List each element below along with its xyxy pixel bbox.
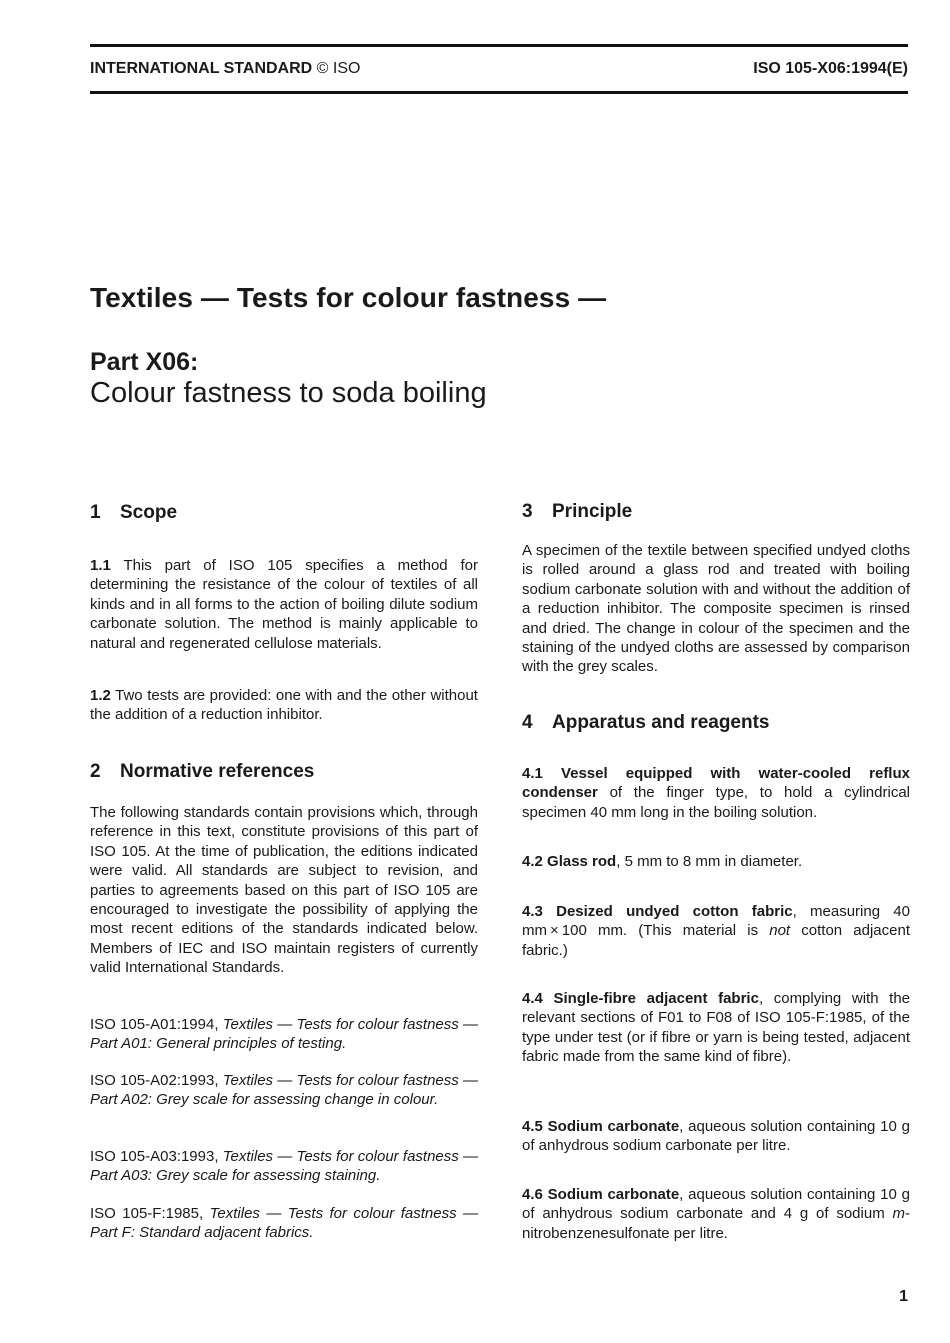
header-doc-id: ISO 105-X06:1994(E) — [753, 60, 908, 77]
item-text: , complying with the relevant sections of F01 to F08 of ISO 105-F:1985, of the type under test (or if fibre or yarn is being tested, adjacent fabric made from the same kind of fibre). — [522, 990, 911, 1066]
section-title: Apparatus and reagents — [552, 712, 770, 733]
item-text: , measuring 40 mm — [522, 903, 910, 940]
reference-item — [90, 1147, 478, 1186]
section-number: 1 — [90, 502, 101, 523]
section-heading — [90, 762, 478, 781]
item-text: of the finger type, to hold a cylindrical specimen 40 mm long in the boiling solution. — [522, 784, 910, 821]
item-name: Glass rod — [547, 853, 617, 870]
section-heading — [522, 713, 910, 732]
section-title: Normative references — [120, 761, 315, 782]
clause-text: Two tests are provided: one with and the other without the addition of a reduction inhibitor. — [90, 687, 478, 724]
section-apparatus-heading — [522, 713, 910, 732]
item-name: Sodium carbonate — [547, 1118, 680, 1135]
reference-id: ISO 105-A01:1994, — [90, 1016, 219, 1033]
header-standard-label: INTERNATIONAL STANDARD — [90, 60, 313, 77]
section-heading — [522, 502, 910, 521]
apparatus-item-4-4 — [522, 989, 910, 1067]
item-emphasis: m — [892, 1205, 905, 1223]
section-heading — [90, 503, 478, 522]
paragraph-1-2 — [90, 686, 478, 725]
clause-number: 4.6 — [522, 1186, 543, 1203]
item-text: cotton adjacent fabric.) — [522, 922, 910, 959]
section-title: Scope — [120, 502, 178, 523]
clause-number: 4.5 — [522, 1118, 543, 1135]
item-text: 100 mm. (This material is — [561, 922, 759, 940]
section-number: 4 — [522, 712, 533, 733]
reference-title: Textiles — Tests for colour fastness — Part A01: General principles of testing. — [90, 1016, 478, 1053]
clause-number: 4.4 — [522, 990, 543, 1007]
reference-item — [90, 1071, 478, 1110]
header-rule-bottom — [90, 91, 908, 94]
clause-number: 4.3 — [522, 903, 543, 920]
apparatus-item-4-6 — [522, 1185, 910, 1243]
item-name: Single-fibre adjacent fabric — [553, 990, 759, 1007]
intro-text: The following standards contain provisions which, through reference in this text, constitute provisions of this part of ISO 105. At the time of publication, the editions indicated were valid. All standards are subject to revision, and parties to agreements based on this part of ISO 105 are encouraged to investigate the possibility of applying the most recent editions of the standards indicated below. Members of IEC and ISO maintain registers of currently valid International Standards. — [90, 804, 478, 977]
part-label: Part X06: — [90, 348, 199, 376]
reference-title: Textiles — Tests for colour fastness — Part A02: Grey scale for assessing change in colour. — [90, 1072, 478, 1109]
document-title: Textiles — Tests for colour fastness — — [90, 282, 607, 313]
apparatus-item-4-3 — [522, 902, 910, 960]
section-scope-heading — [90, 503, 478, 522]
reference-id: ISO 105-A02:1993, — [90, 1072, 219, 1089]
normative-references-intro — [90, 803, 478, 978]
header-copyright: © ISO — [316, 60, 361, 77]
paragraph-1-1 — [90, 556, 478, 653]
reference-title: Textiles — Tests for colour fastness — Part F: Standard adjacent fabrics. — [90, 1205, 479, 1242]
header-left — [90, 60, 360, 78]
principle-paragraph: A specimen of the textile between specified undyed cloths is rolled around a glass rod and treated with boiling sodium carbonate solution with and without the addition of a reduction inhibitor. The composite specimen is rinsed and dried. The change in colour of the specimen and the staining of the undyed cloths are assessed by comparison with the grey scales. — [522, 542, 910, 676]
times-symbol: × — [550, 922, 559, 940]
item-text: , 5 mm to 8 mm in diameter. — [616, 853, 803, 870]
reference-item — [90, 1204, 478, 1243]
item-name: Sodium carbonate — [547, 1186, 680, 1203]
section-title: Principle — [552, 501, 633, 522]
apparatus-item-4-5 — [522, 1117, 910, 1156]
principle-text — [522, 541, 910, 677]
item-text: , aqueous solution containing 10 g of anhydrous sodium carbonate and 4 g of sodium — [522, 1186, 911, 1223]
clause-text: This part of ISO 105 specifies a method for determining the resistance of the colour of textiles of all kinds and in all forms to the action of boiling dilute sodium carbonate solution. The method is mainly applicable to natural and regenerated cellulose materials. — [90, 557, 478, 652]
apparatus-item-4-2 — [522, 852, 910, 871]
section-normative-references-heading — [90, 762, 478, 781]
clause-number: 4.2 — [522, 853, 543, 870]
reference-id: ISO 105-F:1985, — [90, 1205, 204, 1222]
section-number: 3 — [522, 501, 533, 522]
reference-item — [90, 1015, 478, 1054]
header-rule-top — [90, 44, 908, 47]
apparatus-item-4-1 — [522, 764, 910, 822]
part-subtitle: Colour fastness to soda boiling — [90, 377, 487, 409]
page-number: 1 — [899, 1288, 908, 1305]
item-name: Vessel equipped with water-cooled reflux condenser — [522, 765, 910, 802]
reference-id: ISO 105-A03:1993, — [90, 1148, 219, 1165]
clause-number: 1.1 — [90, 557, 111, 574]
item-name: Desized undyed cotton fabric — [556, 903, 793, 920]
item-emphasis: not — [769, 922, 791, 940]
clause-number: 1.2 — [90, 687, 111, 704]
item-text: -nitrobenzenesulfonate per litre. — [522, 1205, 910, 1242]
item-text: , aqueous solution containing 10 g of anhydrous sodium carbonate per litre. — [522, 1118, 911, 1155]
section-principle-heading — [522, 502, 910, 521]
section-number: 2 — [90, 761, 101, 782]
reference-title: Textiles — Tests for colour fastness — Part A03: Grey scale for assessing staining. — [90, 1148, 478, 1185]
clause-number: 4.1 — [522, 765, 543, 782]
